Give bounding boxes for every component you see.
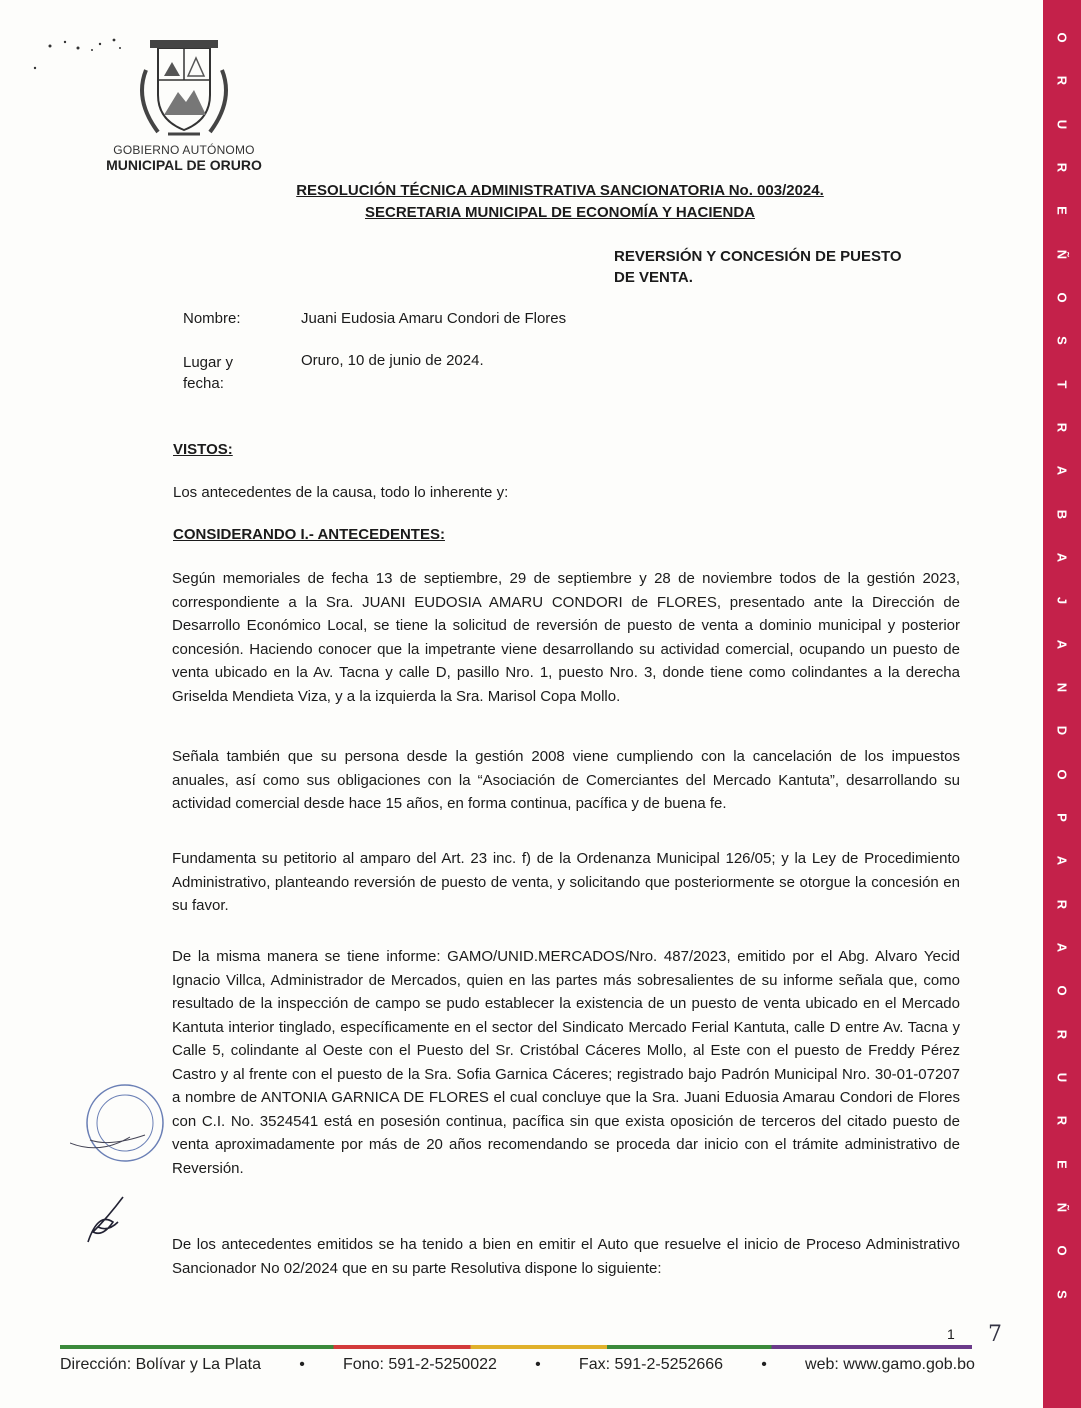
side-band-letter: R [1054, 162, 1070, 173]
document-title: RESOLUCIÓN TÉCNICA ADMINISTRATIVA SANCIONATORIA No. 003/2024. [296, 182, 824, 199]
footer-contact [60, 1356, 975, 1374]
paragraph-3: Fundamenta su petitorio al amparo del Art. 23 inc. f) de la Ordenanza Municipal 126/05; y la Ley de Procedimiento Administrativo, planteando reversión de puesto de venta, y solicitando que posteriormente se otorgue la concesión en su favor. [172, 850, 960, 914]
side-band-letter: S [1054, 1289, 1070, 1299]
paragraph-1: Según memoriales de fecha 13 de septiembre, 29 de septiembre y 28 de noviembre todos de la gestión 2023, correspondiente a la Sra. JUANI EUDOSIA AMARU CONDORI de FLORES, presentado ante la Dirección de Desarrollo Económico Local, se tiene la solicitud de reversión de puesto de venta a dominio municipal y posterior concesión. Haciendo conocer que la impetrante viene desarrollando su actividad comercial, ocupando un puesto de venta ubicado en la Av. Tacna y calle D, pasillo Nro. 1, puesto Nro. 3, donde tiene como colindantes a la derecha Griselda Mendieta Viza, y a la izquierda la Sra. Marisol Copa Mollo. [172, 570, 960, 705]
vistos-heading: VISTOS: [173, 441, 233, 458]
side-band-letter: Ñ [1054, 249, 1070, 259]
side-band-letter: O [1054, 1245, 1070, 1256]
side-band-letter: U [1054, 1072, 1070, 1083]
side-band-letter: U [1054, 119, 1070, 129]
org-name-line2: MUNICIPAL DE ORURO [106, 157, 262, 173]
side-band-letter: N [1054, 682, 1070, 693]
side-band-letter: R [1054, 899, 1070, 909]
side-band-letter: S [1054, 336, 1070, 346]
subject-block [614, 246, 934, 288]
side-band-letter: A [1054, 942, 1070, 953]
name-label: Nombre: [183, 310, 241, 327]
paragraph-2: Señala también que su persona desde la gestión 2008 viene cumpliendo con la cancelación de los impuestos anuales, así como sus obligaciones con la “Asociación de Comerciantes del Mercado Kantuta”, desarrollando su actividad comercial desde hace 15 años, en forma continua, pacífica y de buena fe. [172, 748, 960, 812]
footer-color-line [60, 1345, 972, 1349]
footer-bullet: • [535, 1356, 541, 1373]
municipal-coat-of-arms-logo [128, 40, 240, 140]
side-band-letter: R [1054, 422, 1070, 433]
side-band-letter: O [1054, 769, 1070, 780]
place-date-label [183, 352, 253, 394]
considerando-heading: CONSIDERANDO I.- ANTECEDENTES: [173, 526, 445, 543]
side-band-letter: O [1054, 292, 1070, 303]
side-band-letter: R [1054, 76, 1070, 86]
side-band-letter: A [1054, 856, 1070, 866]
side-band-letter: J [1054, 597, 1070, 605]
side-band-letter: A [1054, 552, 1070, 563]
place-date-value: Oruro, 10 de junio de 2024. [301, 352, 484, 369]
side-band-letter: R [1054, 1029, 1070, 1039]
official-stamp [70, 1075, 170, 1175]
side-band-letter: Ñ [1054, 1202, 1070, 1213]
vistos-text: Los antecedentes de la causa, todo lo inherente y: [173, 484, 509, 501]
side-band [1043, 0, 1081, 1408]
side-band-letter: T [1054, 380, 1070, 389]
handwritten-page-mark: 7 [988, 1322, 1002, 1347]
document-subtitle: SECRETARIA MUNICIPAL DE ECONOMÍA Y HACIENDA [364, 204, 756, 221]
footer-address: Dirección: Bolívar y La Plata [60, 1356, 261, 1373]
subject-line2: DE VENTA. [614, 269, 693, 286]
footer-fax: Fax: 591-2-5252666 [578, 1356, 724, 1373]
footer-bullet: • [299, 1356, 305, 1373]
page-number: 1 [947, 1326, 955, 1342]
handwritten-signature [78, 1192, 138, 1252]
place-label-line1: Lugar y [183, 354, 234, 371]
side-band-letter: B [1054, 509, 1070, 519]
name-value: Juani Eudosia Amaru Condori de Flores [301, 310, 567, 327]
paragraph-4: De la misma manera se tiene informe: GAMO/UNID.MERCADOS/Nro. 487/2023, emitido por el Abg. Alvaro Yecid Ignacio Villca, Administrador de Mercados, quien en las partes más sobresalientes de su informe señala que, como resultado de la inspección de campo se pudo establecer la existencia de un puesto de venta ubicado en el Mercado Kantuta interior tinglado, específicamente en el sector del Sindicato Mercado Ferial Kantuta, calle D entre Av. Tacna y Calle 5, colindante al Oeste con el Puesto del Sr. Cristóbal Cáceres Mollo, al Este con el puesto de Freddy Pérez Castro y al frente con el puesto de la Sra. Sofia Garnica Cáceres; registrado bajo Padrón Municipal Nro. 30-01-07207 a nombre de ANTONIA GARNICA DE FLORES el cual concluye que la Sra. Juani Eduosia Amarau Condori de Flores con C.I. No. 3524541 está en posesión continua, pacífica sin que exista oposición de terceros del citado puesto de venta aproximadamente por más de 20 años recomendando se proceda dar inicio con el trámite administrativo de Reversión. [172, 948, 960, 1177]
side-band-letter: R [1054, 1116, 1070, 1126]
footer-phone: Fono: 591-2-5250022 [343, 1356, 497, 1373]
footer-web: web: www.gamo.gob.bo [805, 1356, 975, 1373]
side-band-letter: E [1054, 206, 1070, 216]
side-band-letter: E [1054, 1159, 1070, 1169]
side-band-letter: P [1054, 813, 1070, 822]
side-band-letter: A [1054, 466, 1070, 476]
place-label-line2: fecha: [183, 375, 224, 392]
subject-line1: REVERSIÓN Y CONCESIÓN DE PUESTO [614, 248, 902, 265]
side-band-letter: A [1054, 639, 1070, 649]
scan-dots [30, 28, 130, 88]
side-band-letter: D [1054, 726, 1070, 736]
footer-bullet: • [761, 1356, 767, 1373]
side-band-letter: O [1054, 985, 1070, 996]
paragraph-5: De los antecedentes emitidos se ha tenido a bien en emitir el Auto que resuelve el inicio de Proceso Administrativo Sancionador No 02/2024 que en su parte Resolutiva dispone lo siguiente: [172, 1236, 960, 1277]
side-band-letter: O [1054, 32, 1070, 43]
org-name-line1: GOBIERNO AUTÓNOMO [113, 143, 255, 157]
